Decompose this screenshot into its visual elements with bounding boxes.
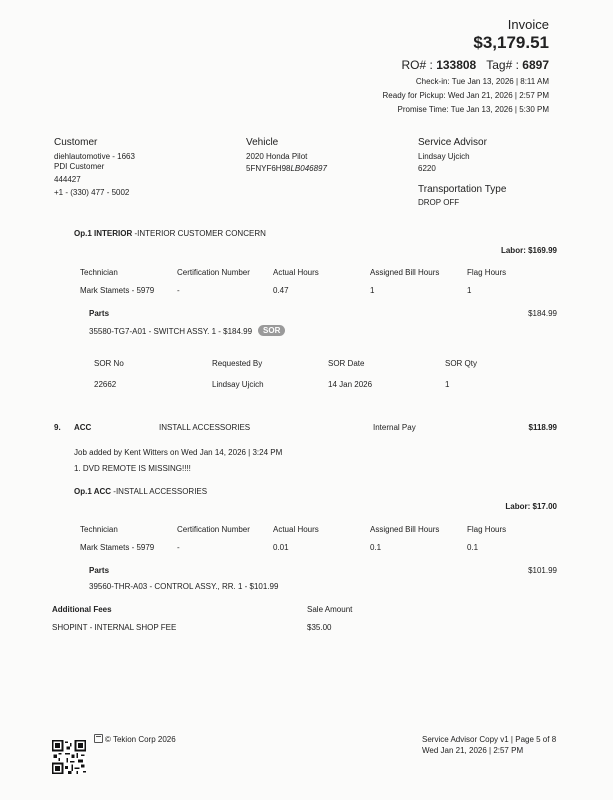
job9-col-technician: Technician — [80, 525, 118, 534]
op1-labor: Labor: $169.99 — [500, 246, 557, 255]
tag-label: Tag# : — [486, 58, 519, 72]
customer-type: PDI Customer — [54, 162, 105, 171]
copyright-text: © Tekion Corp 2026 — [105, 735, 176, 744]
job9-assigned-hours: 0.1 — [370, 543, 382, 552]
job9-added-by: Job added by Kent Witters on Wed Jan 14, 2026 | 3:24 PM — [74, 448, 283, 457]
job9-op-title-bold: Op.1 ACC — [74, 487, 112, 496]
op1-technician: Mark Stamets - 5979 — [80, 286, 155, 295]
tekion-logo-icon — [94, 734, 103, 743]
advisor-heading: Service Advisor — [418, 137, 487, 148]
sor-col-qty: SOR Qty — [445, 359, 478, 368]
job9-pay-type: Internal Pay — [373, 423, 416, 432]
vehicle-vin — [246, 164, 327, 173]
op1-title-bold: Op.1 INTERIOR — [74, 229, 133, 238]
job9-col-certification: Certification Number — [177, 525, 250, 534]
sor-date: 14 Jan 2026 — [328, 380, 373, 389]
printed-time: Wed Jan 21, 2026 | 2:57 PM — [422, 746, 524, 755]
fees-amount-heading: Sale Amount — [307, 605, 353, 614]
vin-suffix: LB046897 — [290, 164, 327, 173]
op1-col-certification: Certification Number — [177, 268, 250, 277]
op1-part-text: 35580-TG7-A01 - SWITCH ASSY. 1 - $184.99 — [89, 327, 253, 336]
op1-assigned-hours: 1 — [370, 286, 375, 295]
op1-title-rest: -INTERIOR CUSTOMER CONCERN — [134, 229, 266, 238]
job9-col-flag-hours: Flag Hours — [467, 525, 507, 534]
job9-col-assigned-hours: Assigned Bill Hours — [370, 525, 440, 534]
job9-flag-hours: 0.1 — [467, 543, 479, 552]
job9-parts-label: Parts — [89, 566, 110, 575]
checkin-time: Check-in: Tue Jan 13, 2026 | 8:11 AM — [415, 77, 549, 86]
copy-info: Service Advisor Copy v1 | Page 5 of 8 — [422, 735, 557, 744]
job9-note: 1. DVD REMOTE IS MISSING!!!! — [74, 464, 191, 473]
fees-heading: Additional Fees — [52, 605, 112, 614]
sor-requested-by: Lindsay Ujcich — [212, 380, 264, 389]
customer-id: 444427 — [54, 175, 81, 184]
advisor-id: 6220 — [418, 164, 436, 173]
sor-col-no: SOR No — [94, 359, 124, 368]
vin-prefix: 5FNYF6H98 — [246, 164, 291, 173]
copyright — [94, 734, 176, 744]
op1-parts-label: Parts — [89, 309, 110, 318]
job9-amount: $118.99 — [528, 423, 557, 432]
op1-certification: - — [177, 286, 180, 295]
ro-tag-line — [402, 58, 550, 72]
job9-op-title — [74, 487, 207, 496]
job9-col-actual-hours: Actual Hours — [273, 525, 319, 534]
advisor-name: Lindsay Ujcich — [418, 152, 470, 161]
tag-number: 6897 — [522, 58, 549, 72]
customer-heading: Customer — [54, 137, 98, 148]
sor-col-requested-by: Requested By — [212, 359, 263, 368]
sor-col-date: SOR Date — [328, 359, 365, 368]
job9-part-line: 39560-THR-A03 - CONTROL ASSY., RR. 1 - $101.99 — [89, 582, 279, 591]
op1-parts-total: $184.99 — [528, 309, 557, 318]
job9-description: INSTALL ACCESSORIES — [159, 423, 251, 432]
job9-parts-total: $101.99 — [528, 566, 557, 575]
fee-amount: $35.00 — [307, 623, 332, 632]
job9-certification: - — [177, 543, 180, 552]
vehicle-model: 2020 Honda Pilot — [246, 152, 308, 161]
vehicle-heading: Vehicle — [246, 137, 279, 148]
job9-labor: Labor: $17.00 — [505, 502, 557, 511]
ro-label: RO# : — [401, 58, 433, 72]
ready-time: Ready for Pickup: Wed Jan 21, 2026 | 2:57 PM — [382, 91, 549, 100]
fee-item: SHOPINT - INTERNAL SHOP FEE — [52, 623, 177, 632]
customer-phone: +1 - (330) 477 - 5002 — [54, 188, 130, 197]
op1-flag-hours: 1 — [467, 286, 472, 295]
sor-qty: 1 — [445, 380, 450, 389]
sor-badge: SOR — [258, 325, 285, 336]
ro-number: 133808 — [436, 58, 477, 72]
promise-time: Promise Time: Tue Jan 13, 2026 | 5:30 PM — [397, 105, 549, 114]
job9-code: ACC — [74, 423, 92, 432]
job9-op-title-rest: -INSTALL ACCESSORIES — [113, 487, 208, 496]
transport-type: DROP OFF — [418, 198, 460, 207]
job9-actual-hours: 0.01 — [273, 543, 289, 552]
customer-name: diehlautomotive - 1663 — [54, 152, 135, 161]
qr-code-icon — [52, 740, 86, 774]
document-type: Invoice — [507, 17, 549, 32]
op1-title — [74, 229, 266, 238]
job9-technician: Mark Stamets - 5979 — [80, 543, 155, 552]
op1-part-line — [89, 325, 285, 336]
op1-col-technician: Technician — [80, 268, 118, 277]
invoice-total: $3,179.51 — [473, 33, 549, 52]
sor-no: 22662 — [94, 380, 117, 389]
op1-col-actual-hours: Actual Hours — [273, 268, 319, 277]
op1-actual-hours: 0.47 — [273, 286, 289, 295]
job9-number: 9. — [54, 423, 61, 432]
transport-heading: Transportation Type — [418, 184, 507, 195]
op1-col-assigned-hours: Assigned Bill Hours — [370, 268, 440, 277]
op1-col-flag-hours: Flag Hours — [467, 268, 507, 277]
